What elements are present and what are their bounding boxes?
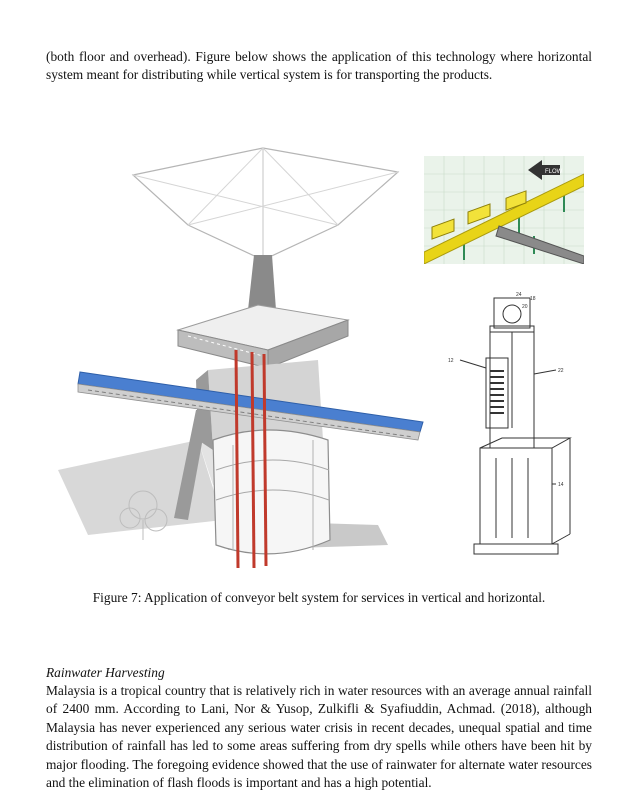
horizontal-conveyor-image xyxy=(424,156,584,264)
lift-label-12: 12 xyxy=(448,358,454,364)
lift-label-22: 22 xyxy=(558,368,564,374)
lift-label-20: 20 xyxy=(522,304,528,310)
section-paragraph: Malaysia is a tropical country that is relatively rich in water resources with an average annual rainfall of 2400 mm. According to Lani, Nor & Yusop, Zulkifli & Syafiuddin, Achmad. (2018), although Malaysia has never experienced any serious water crisis in recent decades, unequal spatial and time distribution of rainfall has led to some areas suffering from dry spells while others have been hit by major flooding. The foregoing evidence showed that the use of rainwater for alternate water resources and the elimination of flash floods is important and has a high potential. xyxy=(46,683,592,791)
vertical-lift-drawing xyxy=(446,288,574,572)
tower-conveyor-illustration xyxy=(48,140,428,580)
figure-caption: Figure 7: Application of conveyor belt system for services in vertical and horizontal. xyxy=(92,590,546,605)
section-heading: Rainwater Harvesting xyxy=(46,665,165,680)
lift-label-24: 24 xyxy=(516,292,522,298)
flow-label: FLOW xyxy=(545,169,563,175)
lift-label-18: 18 xyxy=(530,296,536,302)
intro-paragraph: (both floor and overhead). Figure below shows the application of this technology where horizontal system meant for distributing while vertical system is for transporting the products. xyxy=(46,49,592,83)
lift-label-14: 14 xyxy=(558,482,564,488)
